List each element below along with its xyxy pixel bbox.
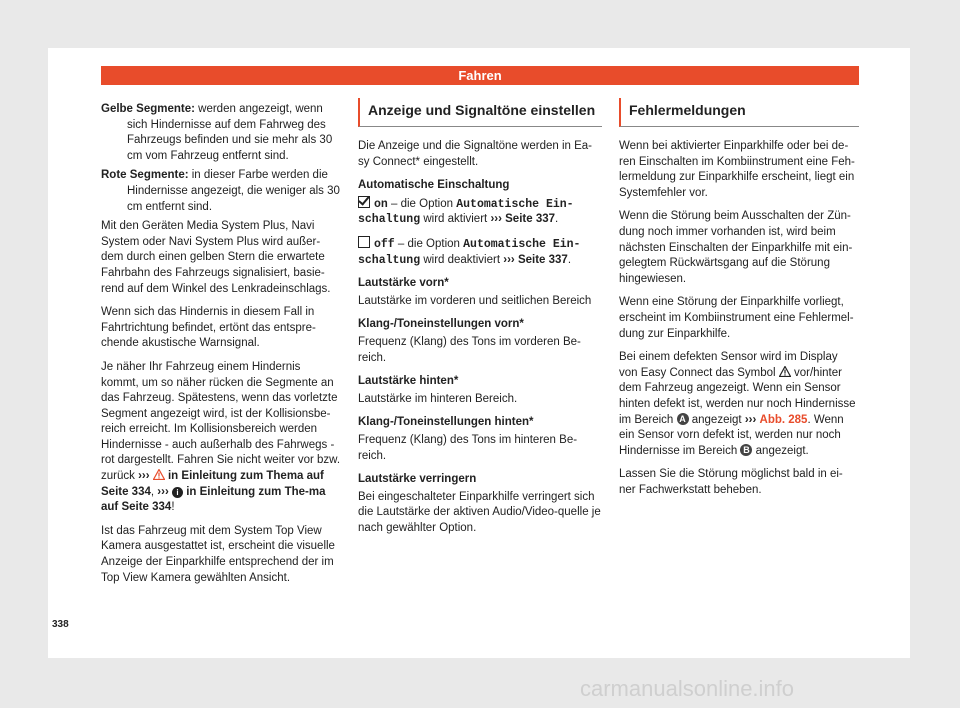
paragraph: Bei eingeschalteter Einparkhilfe verringert sich die Lautstärke der aktiven Audio/Video-quelle je nach gewählter Option. [358, 490, 601, 534]
paragraph: Wenn bei aktivierter Einparkhilfe oder bei de-ren Einschalten im Kombiinstrument eine Feh-lermeldung zur Einparkhilfe erscheint, liegt ein Systemfehler vor. [619, 140, 855, 199]
paragraph-text: angezeigt. [755, 444, 809, 457]
option-key: on [374, 197, 388, 211]
reference-link[interactable]: in Einleitung zum The-ma auf Seite 334 [101, 485, 326, 514]
gelbe-segmente-item [101, 102, 341, 164]
paragraph-text: Bei einem defekten Sensor wird im Display von Easy Connect das Symbol [619, 351, 838, 379]
option-text: – die Option [397, 237, 460, 250]
column-left [101, 102, 341, 594]
paragraph-text: . Wenn ein Sensor vorn defekt ist, werden nur noch Hindernisse im Bereich [619, 413, 844, 457]
paragraph: Wenn die Störung beim Ausschalten der Zün-dung noch immer vorhanden ist, wird beim nächsten Einschalten der Einparkhilfe mit ein-gelegtem Rückwärtsgang auf die Störung hingewiesen. [619, 210, 853, 285]
arrow-marker: ››› [490, 213, 502, 226]
subheading: Automatische Einschaltung [358, 179, 510, 192]
paragraph: Mit den Geräten Media System Plus, Navi System oder Navi System Plus wird außer-dem durch einen gelben Stern die erwartete Fahrbahn des Fahrzeugs signalisiert, basie-rend auf dem Winkel des Lenkradeinschlags. [101, 220, 331, 295]
paragraph: Wenn sich das Hindernis in diesem Fall in Fahrtrichtung befindet, ertönt das entspre-chende akustische Warnsignal. [101, 306, 316, 350]
paragraph: Ist das Fahrzeug mit dem System Top View Kamera ausgestattet ist, erscheint die visuelle Anzeige der Einparkhilfe entsprechend der im Top View Kamera gewählten Ansicht. [101, 524, 335, 584]
rote-segmente-item [101, 168, 341, 215]
figure-reference-link[interactable]: Abb. 285 [759, 413, 808, 426]
gelbe-label: Gelbe Segmente: [101, 103, 195, 115]
paragraph: Lassen Sie die Störung möglichst bald in ei-ner Fachwerkstatt beheben. [619, 468, 843, 496]
separator: , [150, 485, 155, 498]
paragraph [619, 350, 859, 459]
reference-link[interactable]: in Einleitung zum Thema auf Seite 334 [101, 470, 324, 498]
option-text: wird aktiviert [423, 213, 488, 226]
section-title: Anzeige und Signaltöne einstellen [358, 98, 602, 127]
paragraph: Frequenz (Klang) des Tons im hinteren Be-reich. [358, 433, 578, 462]
subheading: Klang-/Toneinstellungen hinten* [358, 416, 534, 429]
arrow-marker: ››› [157, 485, 169, 498]
reference-link[interactable]: Seite 337 [505, 213, 556, 226]
section-title: Fehlermeldungen [619, 98, 859, 127]
column-middle [358, 98, 602, 544]
watermark: carmanualsonline.info [580, 676, 795, 701]
option-off: off – die Option Automatische Ein-schaltung wird deaktiviert ››› Seite 337. [358, 237, 581, 267]
subheading: Lautstärke vorn* [358, 277, 449, 290]
info-icon: i [172, 487, 183, 498]
subheading: Lautstärke hinten* [358, 375, 459, 388]
paragraph: Wenn eine Störung der Einparkhilfe vorliegt, erscheint im Kombiinstrument eine Fehlermel-dung zur Einparkhilfe. [619, 296, 854, 340]
paragraph: Lautstärke im hinteren Bereich. [358, 392, 518, 405]
reference-link[interactable]: Seite 337 [517, 253, 568, 266]
page-number: 338 [52, 619, 69, 630]
arrow-marker: ››› [138, 470, 150, 483]
checkbox-checked-icon [358, 196, 370, 208]
option-name: Automatische Ein-schaltung [358, 197, 574, 227]
option-text: wird deaktiviert [423, 253, 501, 266]
area-b-badge: B [740, 444, 752, 456]
chapter-header: Fahren [101, 66, 859, 85]
paragraph [101, 360, 341, 516]
paragraph: Lautstärke im vorderen und seitlichen Bereich [358, 294, 592, 307]
warning-icon [153, 469, 165, 480]
column-right [619, 98, 859, 506]
warning-icon [779, 366, 791, 377]
option-name: Automatische Ein-schaltung [358, 237, 581, 267]
punctuation: ! [171, 501, 175, 514]
option-key: off [374, 237, 395, 251]
paragraph: Die Anzeige und die Signaltöne werden in Ea-sy Connect* eingestellt. [358, 140, 592, 168]
subheading: Klang-/Toneinstellungen vorn* [358, 318, 524, 331]
area-a-badge: A [677, 413, 689, 425]
rote-label: Rote Segmente: [101, 169, 189, 182]
paragraph: Frequenz (Klang) des Tons im vorderen Be-reich. [358, 335, 581, 364]
checkbox-unchecked-icon [358, 236, 370, 248]
arrow-marker: ››› [503, 253, 515, 266]
paragraph-text: vor/hinter dem Fahrzeug angezeigt. Wenn ein Sensor hinten defekt ist, werden nur noch Hindernisse im Bereich [619, 366, 856, 426]
option-text: – die Option [391, 197, 454, 210]
paragraph-text: angezeigt [691, 413, 742, 426]
rote-text: in dieser Farbe werden die Hindernisse angezeigt, die weniger als 30 cm entfernt sind. [127, 169, 340, 213]
arrow-marker: ››› [744, 413, 757, 426]
gelbe-text: werden angezeigt, wenn sich Hindernisse auf dem Fahrweg des Fahrzeugs befinden und sie mehr als 30 cm vom Fahrzeug entfernt sind. [127, 103, 333, 162]
subheading: Lautstärke verringern [358, 473, 477, 486]
paragraph-text: Je näher Ihr Fahrzeug einem Hindernis kommt, um so näher rücken die Segmente an das Fahrzeug. Spätestens, wenn das vorletzte Segment angezeigt wird, ist der Kollisionsbe-reich erreicht. Im Kollisionsbereich werden Hindernisse - auch außerhalb des Fahrwegs - rot dargestellt. Fahren Sie nicht weiter vor bzw. zurück [101, 360, 341, 483]
option-on: on – die Option Automatische Ein-schaltung wird aktiviert ››› Seite 337. [358, 197, 574, 227]
